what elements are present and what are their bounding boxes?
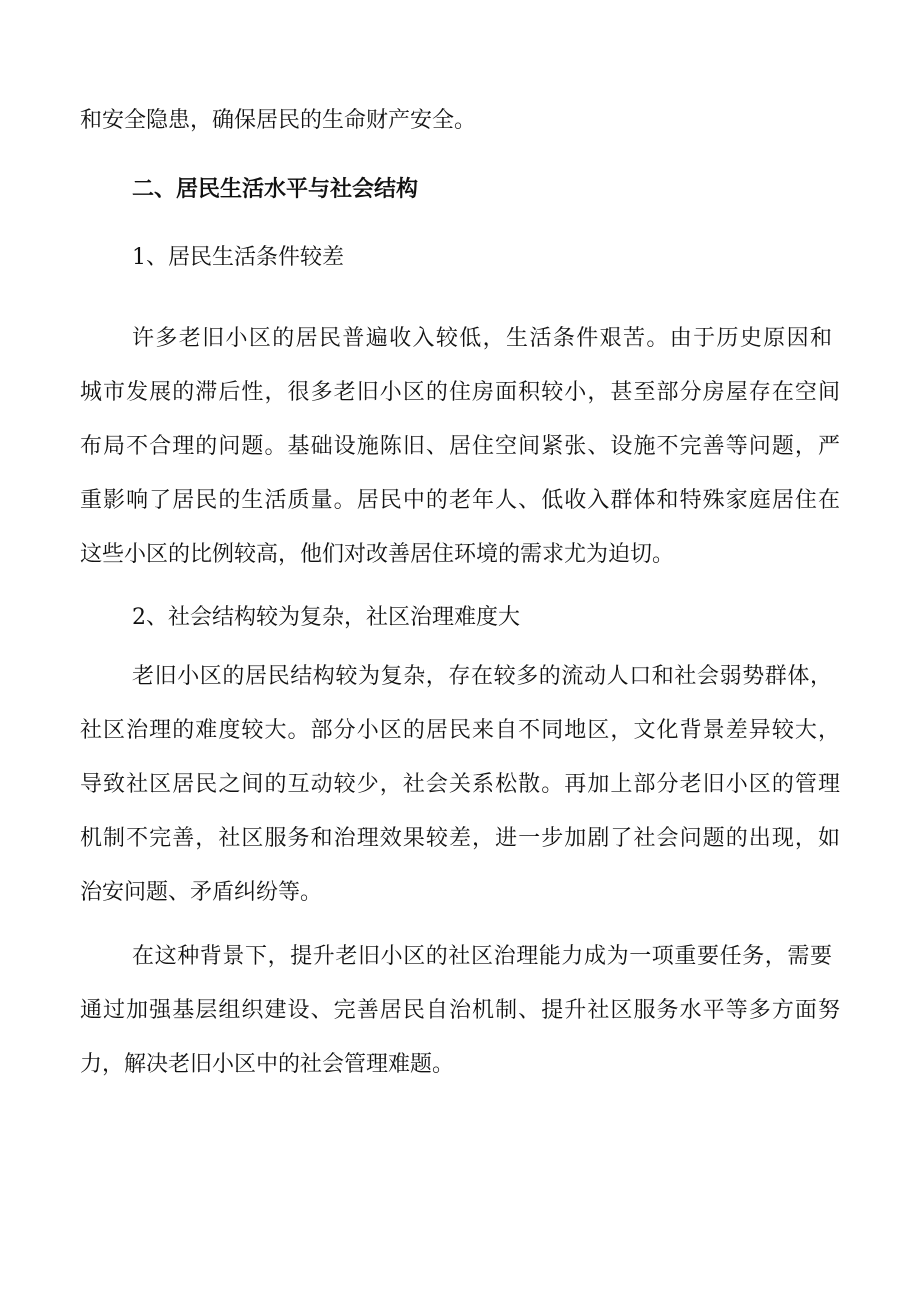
continuation-line: 和安全隐患，确保居民的生命财产安全。 bbox=[80, 108, 477, 133]
subsection-1-title: 1、居民生活条件较差 bbox=[132, 245, 344, 270]
paragraph-line: 布局不合理的问题。基础设施陈旧、居住空间紧张、设施不完善等问题，严 bbox=[80, 434, 840, 459]
paragraph-line: 重影响了居民的生活质量。居民中的老年人、低收入群体和特殊家庭居住在 bbox=[80, 488, 840, 513]
subsection-2-title: 2、社会结构较为复杂，社区治理难度大 bbox=[132, 605, 520, 630]
paragraph-line: 城市发展的滞后性，很多老旧小区的住房面积较小，甚至部分房屋存在空间 bbox=[80, 380, 840, 405]
paragraph-line: 导致社区居民之间的互动较少，社会关系松散。再加上部分老旧小区的管理 bbox=[80, 772, 840, 797]
paragraph-line: 机制不完善，社区服务和治理效果较差，进一步加剧了社会问题的出现，如 bbox=[80, 826, 840, 851]
paragraph-line: 力，解决老旧小区中的社会管理难题。 bbox=[80, 1052, 455, 1077]
section-heading: 二、居民生活水平与社会结构 bbox=[132, 176, 419, 202]
paragraph-line: 通过加强基层组织建设、完善居民自治机制、提升社区服务水平等多方面努 bbox=[80, 998, 840, 1023]
paragraph-line: 治安问题、矛盾纠纷等。 bbox=[80, 880, 323, 905]
paragraph-line: 社区治理的难度较大。部分小区的居民来自不同地区，文化背景差异较大， bbox=[80, 718, 840, 743]
paragraph-line: 老旧小区的居民结构较为复杂，存在较多的流动人口和社会弱势群体， bbox=[132, 664, 832, 689]
paragraph-line: 许多老旧小区的居民普遍收入较低，生活条件艰苦。由于历史原因和 bbox=[132, 326, 832, 351]
paragraph-line: 这些小区的比例较高，他们对改善居住环境的需求尤为迫切。 bbox=[80, 542, 675, 567]
paragraph-line: 在这种背景下，提升老旧小区的社区治理能力成为一项重要任务，需要 bbox=[132, 944, 832, 969]
